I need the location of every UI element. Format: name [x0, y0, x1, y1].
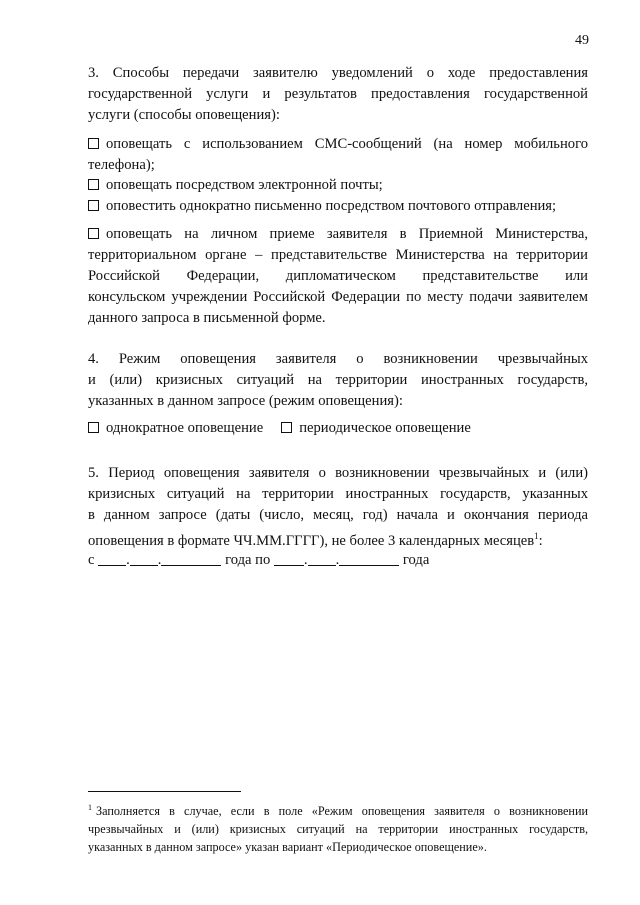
section-3-heading [88, 63, 588, 126]
from-month-field[interactable] [130, 551, 158, 566]
footnote [88, 799, 588, 856]
footnote-text: Заполняется в случае, если в поле «Режим оповещения заявителя о возникновении [96, 804, 588, 818]
from-year-field[interactable] [161, 551, 221, 566]
from-label: с [88, 552, 95, 568]
period-date-fields [88, 550, 429, 571]
page-number: 49 [575, 33, 589, 48]
checkbox-sms[interactable] [88, 138, 99, 149]
section-5-heading [88, 463, 588, 552]
option-sms [88, 134, 588, 176]
footnote-ref: 1 [534, 531, 539, 541]
date-dot: . [126, 552, 130, 568]
year-to-label: года по [225, 552, 271, 568]
notification-mode-options [88, 418, 471, 439]
to-year-field[interactable] [339, 551, 399, 566]
option-reception-label-cont: данного запроса в письменной форме. [88, 310, 326, 326]
checkbox-post[interactable] [88, 200, 99, 211]
footnote-divider [88, 791, 241, 792]
year-label: года [402, 552, 430, 568]
option-reception-label-cont: Российской Федерации, дипломатическом представительстве или [88, 268, 588, 284]
date-dot: . [303, 552, 308, 568]
option-email [88, 175, 588, 196]
heading-line: указанных в данном запросе (режим оповещения): [88, 393, 403, 409]
option-email-label: оповещать посредством электронной почты; [106, 177, 383, 193]
option-once-label: однократное оповещение [106, 420, 264, 436]
heading-line: 3. Способы передачи заявителю уведомлений о ходе предоставления [88, 65, 588, 81]
heading-line: и (или) кризисных ситуаций на территории иностранных государств, [88, 372, 588, 388]
section-4-heading [88, 349, 588, 412]
to-day-field[interactable] [274, 551, 304, 566]
option-post-label: оповестить однократно письменно посредством почтового отправления; [106, 198, 557, 214]
heading-line: государственной услуги и результатов предоставления государственной [88, 86, 588, 102]
option-reception [88, 224, 588, 329]
option-reception-label-cont: территориальном органе – представительстве Министерства на территории [88, 247, 588, 263]
date-dot: . [335, 552, 340, 568]
checkbox-reception[interactable] [88, 228, 99, 239]
heading-line: 5. Период оповещения заявителя о возникновении чрезвычайных и (или) [88, 465, 588, 481]
footnote-text: указанных в данном запросе» указан вариант «Периодическое оповещение». [88, 840, 487, 854]
from-day-field[interactable] [98, 551, 126, 566]
checkbox-once[interactable] [88, 422, 99, 433]
option-reception-label-cont: консульском учреждении Российской Федерации по месту подачи заявителем [88, 289, 588, 305]
heading-line: кризисных ситуаций на территории иностранных государств, указанных [88, 486, 588, 502]
date-dot: . [157, 552, 162, 568]
footnote-marker: 1 [88, 803, 92, 812]
option-periodic-label: периодическое оповещение [299, 420, 471, 436]
option-sms-label: оповещать с использованием СМС-сообщений (на номер мобильного [106, 136, 588, 152]
option-reception-label: оповещать на личном приеме заявителя в Приемной Министерства, [106, 226, 588, 242]
checkbox-email[interactable] [88, 179, 99, 190]
heading-end: : [538, 533, 543, 549]
checkbox-periodic[interactable] [281, 422, 292, 433]
heading-line: оповещения в формате ЧЧ.ММ.ГГГГ), не более 3 календарных месяцев [88, 533, 535, 549]
heading-line: 4. Режим оповещения заявителя о возникновении чрезвычайных [88, 351, 588, 367]
heading-line: услуги (способы оповещения): [88, 107, 280, 123]
to-month-field[interactable] [308, 551, 336, 566]
footnote-text: чрезвычайных и (или) кризисных ситуаций на территории иностранных государств, [88, 822, 588, 836]
heading-line: в данном запросе (даты (число, месяц, год) начала и окончания периода [88, 507, 588, 523]
option-post [88, 196, 588, 217]
option-sms-label-cont: телефона); [88, 157, 155, 173]
